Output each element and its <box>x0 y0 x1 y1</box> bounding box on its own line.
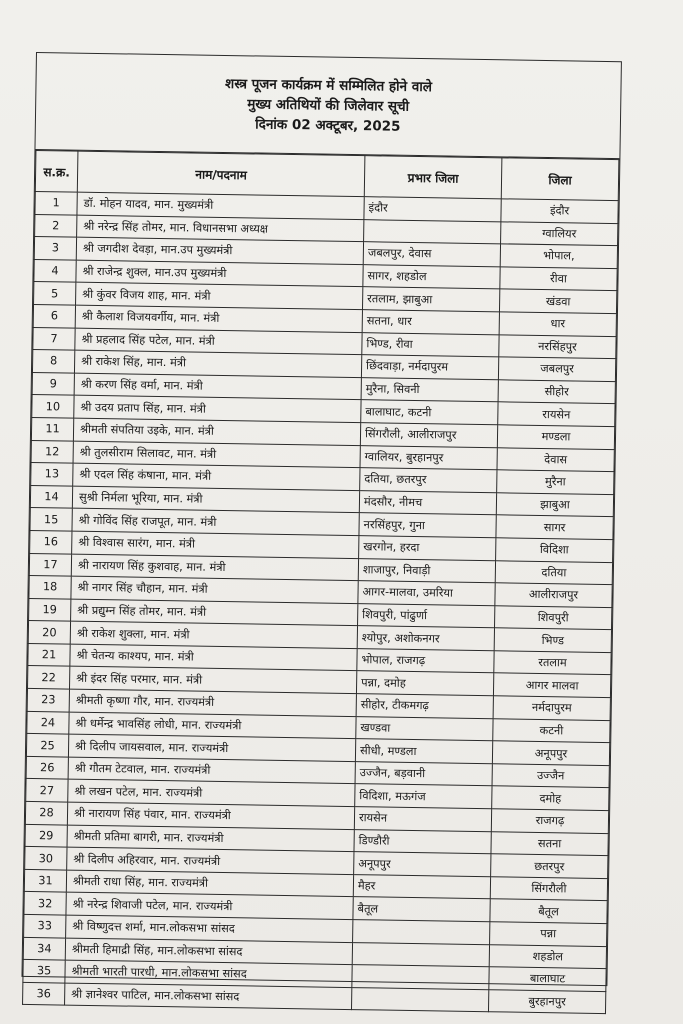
row-sno: 35 <box>23 960 65 983</box>
row-district: ग्वालियर <box>501 221 618 245</box>
row-district: बालाघाट <box>489 967 606 991</box>
guest-table <box>22 150 619 1014</box>
row-sno: 19 <box>29 598 71 621</box>
row-district: भोपाल, <box>500 244 617 268</box>
row-name: श्री विश्वास सारंग, मान. मंत्री <box>72 531 359 558</box>
row-district: बुरहानपुर <box>488 990 605 1014</box>
row-district: मुरैना <box>497 470 614 494</box>
row-name: सुश्री निर्मला भूरिया, मान. मंत्री <box>72 486 359 513</box>
row-name: डॉ. मोहन यादव, मान. मुख्यमंत्री <box>77 192 364 219</box>
row-name: श्री नागर सिंह चौहान, मान. मंत्री <box>71 576 358 603</box>
row-sno: 7 <box>33 327 75 350</box>
row-name: श्री इंदर सिंह परमार, मान. मंत्री <box>69 667 356 694</box>
row-district: दमोह <box>492 786 609 810</box>
document-title <box>35 53 620 159</box>
row-prabhar-district: बैतूल <box>353 897 490 922</box>
row-prabhar-district: भिण्ड, रीवा <box>362 332 499 357</box>
row-district: राजगढ़ <box>491 809 608 833</box>
row-sno: 30 <box>25 847 67 870</box>
row-sno: 3 <box>34 237 76 260</box>
row-district: खंडवा <box>499 289 616 313</box>
row-sno: 8 <box>32 350 74 373</box>
row-district: आगर मालवा <box>493 673 610 697</box>
row-prabhar-district <box>352 942 489 967</box>
row-district: कटनी <box>493 718 610 742</box>
row-name: श्री जगदीश देवड़ा, मान.उप मुख्यमंत्री <box>76 237 363 264</box>
row-prabhar-district: नरसिंहपुर, गुना <box>359 513 496 538</box>
row-name: श्री प्रद्युम्न सिंह तोमर, मान. मंत्री <box>71 599 358 626</box>
row-sno: 28 <box>25 801 67 824</box>
row-name: श्रीमती भारती पारधी, मान.लोकसभा सांसद <box>65 960 352 987</box>
row-name: श्री कैलाश विजयवर्गीय, मान. मंत्री <box>75 305 362 332</box>
row-sno: 9 <box>32 372 74 395</box>
row-prabhar-district <box>353 920 490 945</box>
row-name: श्रीमती कृष्णा गौर, मान. राज्यमंत्री <box>69 689 356 716</box>
row-prabhar-district: छिंदवाड़ा, नर्मदापुरम <box>361 355 498 380</box>
row-prabhar-district: बालाघाट, कटनी <box>361 400 498 425</box>
row-sno: 29 <box>25 824 67 847</box>
row-prabhar-district: रायसेन <box>354 807 491 832</box>
row-name: श्री गोविंद सिंह राजपूत, मान. मंत्री <box>72 508 359 535</box>
row-district: रीवा <box>500 267 617 291</box>
row-district: रायसेन <box>498 402 615 426</box>
row-name: श्री उदय प्रताप सिंह, मान. मंत्री <box>74 395 361 422</box>
title-line-1: शस्त्र पूजन कार्यक्रम में सम्मिलित होने वाले <box>224 75 433 96</box>
row-prabhar-district: सीहोर, टीकमगढ़ <box>356 694 493 719</box>
row-sno: 11 <box>31 417 73 440</box>
row-district: मण्डला <box>497 425 614 449</box>
row-sno: 4 <box>34 259 76 282</box>
row-sno: 15 <box>30 508 72 531</box>
guest-list-sheet <box>21 52 621 1009</box>
row-prabhar-district: भोपाल, राजगढ़ <box>357 648 494 673</box>
row-prabhar-district: मैहर <box>353 874 490 899</box>
row-name: श्री करण सिंह वर्मा, मान. मंत्री <box>74 373 361 400</box>
row-name: श्री प्रहलाद सिंह पटेल, मान. मंत्री <box>75 328 362 355</box>
row-sno: 32 <box>24 892 66 915</box>
row-district: देवास <box>497 447 614 471</box>
row-prabhar-district: डिण्डौरी <box>354 829 491 854</box>
row-district: धार <box>499 312 616 336</box>
row-district: शहडोल <box>489 944 606 968</box>
row-district: छतरपुर <box>491 854 608 878</box>
row-sno: 6 <box>33 304 75 327</box>
row-name: श्री गौतम टेटवाल, मान. राज्यमंत्री <box>68 757 355 784</box>
row-name: श्रीमती हिमाद्री सिंह, मान.लोकसभा सांसद <box>65 938 352 965</box>
header-prabhar-district: प्रभार जिला <box>364 156 502 199</box>
row-sno: 23 <box>27 689 69 712</box>
row-district: सतना <box>491 831 608 855</box>
row-prabhar-district: पन्ना, दमोह <box>356 671 493 696</box>
row-prabhar-district: शाजापुर, निवाड़ी <box>358 558 495 583</box>
row-sno: 26 <box>26 756 68 779</box>
row-prabhar-district: जबलपुर, देवास <box>363 242 500 267</box>
row-district: सिंगरौली <box>490 877 607 901</box>
row-name: श्रीमती राधा सिंह, मान. राज्यमंत्री <box>66 870 353 897</box>
row-prabhar-district: ग्वालियर, बुरहानपुर <box>360 445 497 470</box>
row-sno: 21 <box>28 643 70 666</box>
row-district: नर्मदापुरम <box>493 696 610 720</box>
row-district: दतिया <box>495 560 612 584</box>
row-name: श्री नरेन्द्र शिवाजी पटेल, मान. राज्यमंत्री <box>66 892 353 919</box>
title-line-3: दिनांक 02 अक्टूबर, 2025 <box>255 116 401 135</box>
row-district: उज्जैन <box>492 764 609 788</box>
row-sno: 14 <box>30 485 72 508</box>
row-name: श्री राकेश सिंह, मान. मंत्री <box>74 350 361 377</box>
header-name: नाम/पदनाम <box>77 151 365 197</box>
row-district: शिवपुरी <box>495 605 612 629</box>
row-name: श्री राजेन्द्र शुक्ल, मान.उप मुख्यमंत्री <box>76 260 363 287</box>
row-name: श्री चेतन्य काश्यप, मान. मंत्री <box>70 644 357 671</box>
row-sno: 36 <box>23 982 65 1005</box>
row-district: नरसिंहपुर <box>499 334 616 358</box>
row-name: श्री तुलसीराम सिलावट, मान. मंत्री <box>73 441 360 468</box>
row-sno: 1 <box>35 192 77 215</box>
row-sno: 12 <box>31 440 73 463</box>
row-name: श्री नरेन्द्र सिंह तोमर, मान. विधानसभा अध्यक्ष <box>77 215 364 242</box>
row-sno: 18 <box>29 576 71 599</box>
row-prabhar-district: सतना, धार <box>362 310 499 335</box>
row-prabhar-district: दतिया, छतरपुर <box>360 468 497 493</box>
row-name: श्री कुंवर विजय शाह, मान. मंत्री <box>76 283 363 310</box>
row-prabhar-district <box>364 219 501 244</box>
row-prabhar-district: अनूपपुर <box>354 852 491 877</box>
row-district: आलीराजपुर <box>495 583 612 607</box>
row-sno: 31 <box>24 869 66 892</box>
row-prabhar-district: खण्डवा <box>356 716 493 741</box>
row-sno: 10 <box>32 395 74 418</box>
row-prabhar-district: इंदौर <box>364 197 501 222</box>
row-sno: 2 <box>35 214 77 237</box>
row-district: भिण्ड <box>494 628 611 652</box>
row-district: इंदौर <box>501 199 618 223</box>
row-prabhar-district: सागर, शहडोल <box>363 264 500 289</box>
row-sno: 17 <box>29 553 71 576</box>
row-prabhar-district: मुरैना, सिवनी <box>361 377 498 402</box>
row-district: बैतूल <box>490 899 607 923</box>
row-prabhar-district <box>351 987 488 1012</box>
row-name: श्री धर्मेन्द्र भावसिंह लोधी, मान. राज्यमंत्री <box>69 712 356 739</box>
row-district: सागर <box>496 515 613 539</box>
row-district: अनूपपुर <box>492 741 609 765</box>
row-sno: 5 <box>34 282 76 305</box>
row-prabhar-district: विदिशा, मऊगंज <box>355 784 492 809</box>
row-prabhar-district: उज्जैन, बड़वानी <box>355 761 492 786</box>
row-name: श्री ज्ञानेश्वर पाटिल, मान.लोकसभा सांसद <box>65 983 352 1010</box>
row-prabhar-district: रतलाम, झाबुआ <box>362 287 499 312</box>
row-prabhar-district: आगर-मालवा, उमरिया <box>358 581 495 606</box>
row-name: श्री नारायण सिंह पंवार, मान. राज्यमंत्री <box>67 802 354 829</box>
row-district: झाबुआ <box>496 493 613 517</box>
row-sno: 25 <box>26 734 68 757</box>
row-name: श्रीमती संपतिया उइके, मान. मंत्री <box>73 418 360 445</box>
title-line-2: मुख्य अतिथियों की जिलेवार सूची <box>247 96 410 115</box>
row-name: श्री विष्णुदत्त शर्मा, मान.लोकसभा सांसद <box>66 915 353 942</box>
row-district: सीहोर <box>498 380 615 404</box>
row-sno: 16 <box>30 530 72 553</box>
row-sno: 34 <box>23 937 65 960</box>
header-sno: स.क्र. <box>35 151 78 193</box>
row-name: श्री राकेश शुक्ला, मान. मंत्री <box>70 621 357 648</box>
row-prabhar-district: खरगोन, हरदा <box>359 536 496 561</box>
row-prabhar-district: शिवपुरी, पांढुर्णा <box>358 603 495 628</box>
row-prabhar-district: मंदसौर, नीमच <box>359 490 496 515</box>
table-body <box>23 192 619 1014</box>
header-district: जिला <box>501 158 619 201</box>
row-name: श्री दिलीप जायसवाल, मान. राज्यमंत्री <box>68 734 355 761</box>
row-name: श्री एदल सिंह कंषाना, मान. मंत्री <box>73 463 360 490</box>
row-sno: 20 <box>28 621 70 644</box>
row-prabhar-district: श्योपुर, अशोकनगर <box>357 626 494 651</box>
row-prabhar-district: सिंगरौली, आलीराजपुर <box>360 423 497 448</box>
row-district: जबलपुर <box>498 357 615 381</box>
row-district: पन्ना <box>490 922 607 946</box>
row-name: श्रीमती प्रतिमा बागरी, मान. राज्यमंत्री <box>67 825 354 852</box>
row-sno: 13 <box>31 463 73 486</box>
row-name: श्री दिलीप अहिरवार, मान. राज्यमंत्री <box>67 847 354 874</box>
row-prabhar-district <box>352 965 489 990</box>
row-name: श्री लखन पटेल, मान. राज्यमंत्री <box>68 780 355 807</box>
row-sno: 27 <box>26 779 68 802</box>
row-district: रतलाम <box>494 651 611 675</box>
row-district: विदिशा <box>496 538 613 562</box>
row-sno: 24 <box>27 711 69 734</box>
row-prabhar-district: सीधी, मण्डला <box>355 739 492 764</box>
row-sno: 22 <box>28 666 70 689</box>
row-name: श्री नारायण सिंह कुशवाह, मान. मंत्री <box>71 554 358 581</box>
row-sno: 33 <box>24 914 66 937</box>
